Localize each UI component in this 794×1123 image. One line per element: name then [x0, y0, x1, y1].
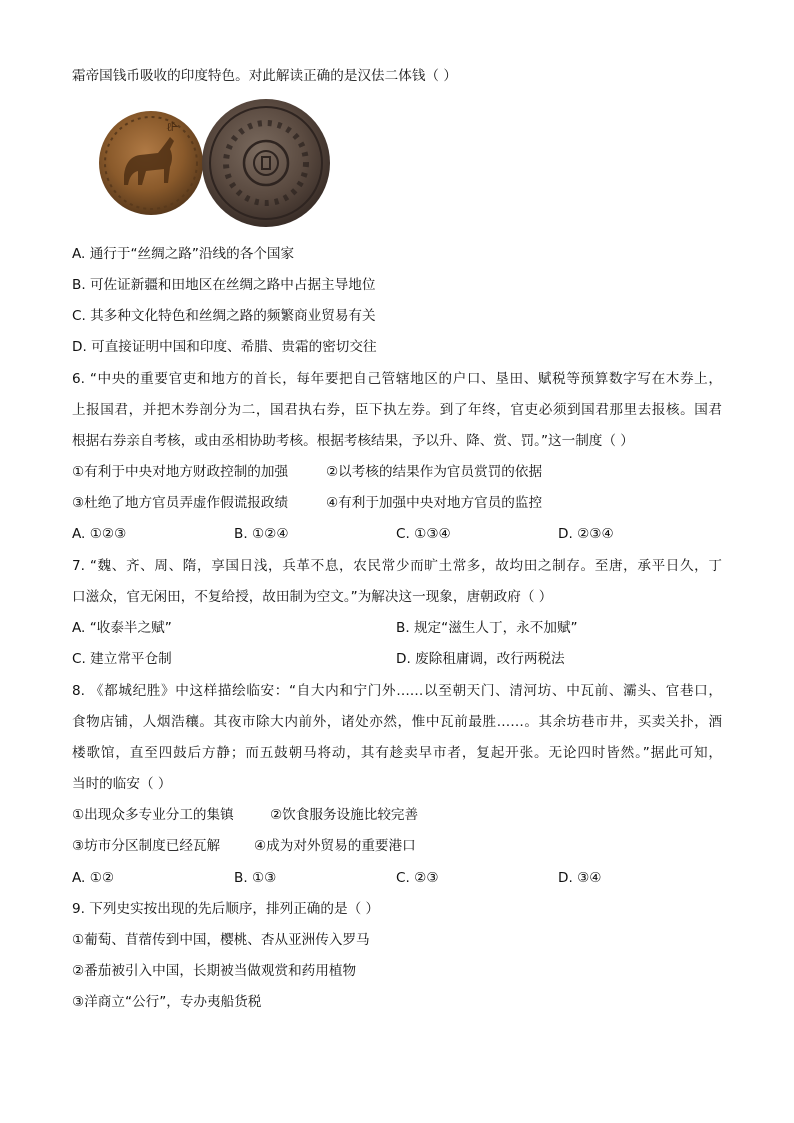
q6-option-d[interactable]: D. ②③④: [558, 526, 614, 542]
q9-stem: 9. 下列史实按出现的先后顺序，排列正确的是（ ）: [72, 901, 380, 917]
q7-option-b[interactable]: B. 规定“滋生人丁，永不加赋”: [396, 620, 578, 636]
coin-obverse-horse: [99, 111, 203, 215]
q7-option-c[interactable]: C. 建立常平仓制: [72, 651, 172, 667]
q6-option-a[interactable]: A. ①②③: [72, 526, 127, 542]
q8-option-b[interactable]: B. ①③: [234, 870, 277, 886]
q9-item-2: ②番茄被引入中国，长期被当做观赏和药用植物: [72, 963, 357, 979]
q8-item-4: ④成为对外贸易的重要港口: [254, 838, 416, 854]
q6-stem-line-1: 6. “中央的重要官吏和地方的首长，每年要把自己管辖地区的户口、垦田、赋税等预算数字写在木券上，: [72, 371, 722, 387]
q6-stem-line-3: 根据右券亲自考核，或由丞相协助考核。根据考核结果，予以升、降、赏、罚。”这一制度（ ）: [72, 433, 634, 449]
q8-item-1: ①出现众多专业分工的集镇: [72, 807, 234, 823]
q8-option-d[interactable]: D. ③④: [558, 870, 602, 886]
q8-stem-line-4: 当时的临安（ ）: [72, 776, 172, 792]
q7-option-a[interactable]: A. “收泰半之赋”: [72, 620, 172, 636]
q5-stem: 霜帝国钱币吸收的印度特色。对此解读正确的是汉佉二体钱（ ）: [72, 68, 457, 84]
q5-option-c[interactable]: C. 其多种文化特色和丝绸之路的频繁商业贸易有关: [72, 308, 376, 324]
q7-stem-line-2: 口滋众，官无闲田，不复给授，故田制为空文。”为解决这一现象，唐朝政府（ ）: [72, 589, 553, 605]
q9-item-1: ①葡萄、苜蓿传到中国，樱桃、杏从亚洲传入罗马: [72, 932, 370, 948]
q8-item-3: ③坊市分区制度已经瓦解: [72, 838, 221, 854]
q6-option-c[interactable]: C. ①③④: [396, 526, 451, 542]
q8-option-c[interactable]: C. ②③: [396, 870, 439, 886]
q6-item-1: ①有利于中央对地方财政控制的加强: [72, 464, 289, 480]
q8-stem-line-2: 食物店铺，人烟浩穰。其夜市除大内前外，诸处亦然，惟中瓦前最胜……。其余坊巷市井，买卖关扑，酒: [72, 714, 722, 730]
q8-stem-line-1: 8. 《都城纪胜》中这样描绘临安：“自大内和宁门外……以至朝天门、清河坊、中瓦前、灞头、官巷口，: [72, 683, 722, 699]
q5-option-d[interactable]: D. 可直接证明中国和印度、希腊、贵霜的密切交往: [72, 339, 377, 355]
q5-option-a[interactable]: A. 通行于“丝绸之路”沿线的各个国家: [72, 246, 295, 262]
q8-item-2: ②饮食服务设施比较完善: [270, 807, 419, 823]
q6-stem-line-2: 上报国君，并把木券剖分为二，国君执右券，臣下执左券。到了年终，官吏必须到国君那里去报核。国君: [72, 402, 722, 418]
q7-option-d[interactable]: D. 废除租庸调，改行两税法: [396, 651, 565, 667]
svg-text:ℓ𐊀: ℓ𐊀: [166, 120, 180, 134]
q6-item-4: ④有利于加强中央对地方官员的监控: [326, 495, 543, 511]
q5-option-b[interactable]: B. 可佐证新疆和田地区在丝绸之路中占据主导地位: [72, 277, 376, 293]
q6-item-3: ③杜绝了地方官员弄虚作假谎报政绩: [72, 495, 289, 511]
q8-stem-line-3: 楼歌馆，直至四鼓后方静；而五鼓朝马将动，其有趁卖早市者，复起开张。无论四时皆然。”据此可知，: [72, 745, 722, 761]
coin-illustration: [96, 97, 336, 229]
q7-stem-line-1: 7. “魏、齐、周、隋，享国日浅，兵革不息，农民常少而旷土常多，故均田之制存。至唐，承平日久，丁: [72, 558, 722, 574]
q6-option-b[interactable]: B. ①②④: [234, 526, 289, 542]
q9-item-3: ③洋商立“公行”，专办夷船货税: [72, 994, 262, 1010]
q6-item-2: ②以考核的结果作为官员赏罚的依据: [326, 464, 543, 480]
q8-option-a[interactable]: A. ①②: [72, 870, 115, 886]
coin-reverse-script: [202, 99, 330, 227]
